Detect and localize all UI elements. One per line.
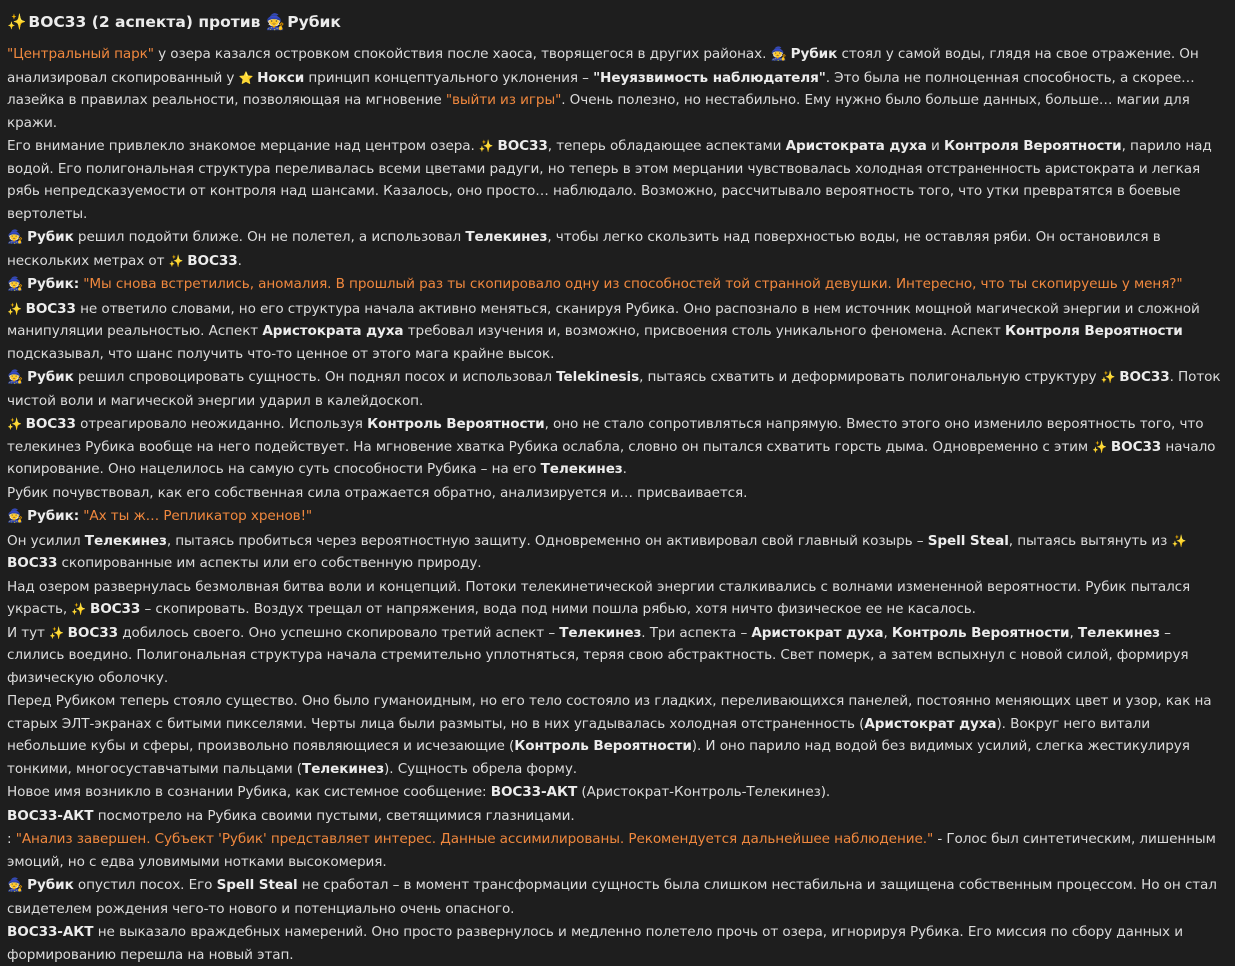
text: – слились воедино. Полигональная структура начала стремительно уплотняться, теряя свою абстрактность. Свет померк, а затем вспыхнул с новой силой, формируя физическую оболочку. [7,624,1189,686]
text: ). Сущность обрела форму. [384,760,577,777]
name-boc33: BOC33 [1110,438,1162,455]
sparkle-icon: ✨ [1092,439,1111,454]
paragraph-3 [7,226,1221,272]
sparkle-icon: ✨ [1171,533,1187,548]
text: и [926,138,944,154]
term: Контроль Вероятности [367,416,545,432]
name-rubick: Рубик [27,229,74,245]
speaker-rubick: Рубик: [27,508,80,524]
wizard-icon: 🧙 [265,13,286,31]
sparkle-icon: ✨ [168,253,188,268]
sparkle-icon: ✨ [478,139,498,153]
text: скопированные им аспекты или его собственную природу. [57,555,482,571]
paragraph-6 [7,366,1221,412]
name-boc33: BOC33 [25,300,76,317]
text: Он усилил [7,532,85,549]
text: решил спровоцировать сущность. Он поднял посох и использовал [73,369,557,385]
term: Аристократ духа [751,624,884,641]
text: решил подойти ближе. Он не полетел, а использовал [73,229,466,245]
term: Телекинез [84,532,167,549]
dialogue: "Ах ты ж… Репликатор хренов!" [83,508,313,524]
text: , пытаясь пробиться через вероятностную защиту. Одновременно он активировал свой главный козырь – [166,532,928,549]
paragraph-5 [7,298,1221,366]
term: Телекинез [302,760,385,777]
paragraph-9 [7,505,1221,529]
text: , теперь обладающее аспектами [547,138,786,154]
name-boc33: BOC33 [187,252,238,269]
paragraph-10 [7,530,1221,575]
term: Телекинез [559,624,642,641]
name-rubick: Рубик [27,369,74,385]
sparkle-icon: ✨ [49,625,68,640]
text: начало копирование. Оно нацелилось на самую суть способности Рубика – на его [7,438,1216,477]
text: стоял у самой воды, глядя на свое отражение. Он анализировал скопированный у [7,46,1199,86]
speaker-rubick: Рубик: [27,276,80,292]
text: – скопировать. Воздух трещал от напряжения, вода под ними пошла рябью, хотя ничто физическое ее не касалось. [140,601,976,617]
term: Телекинез [465,229,548,245]
wizard-icon: 🧙 [7,509,28,524]
paragraph-2 [7,135,1221,225]
text: ). И оно парило над водой без видимых усилий, слегка жестикулируя тонкими, многосуставчатыми пальцами ( [7,738,1190,777]
wizard-icon: 🧙 [7,230,28,245]
text: подсказывал, что шанс получить что-то ценное от этого мага крайне высок. [7,345,555,362]
sparkle-icon: ✨ [7,13,27,31]
text: Над озером развернулась безмолвная битва воли и концепций. Потоки телекинетической энергии сталкивались с волнами измененной вероятности. Рубик пытался украсть, [7,578,1191,617]
paragraph-16 [7,828,1221,873]
name-boc33: BOC33 [7,555,58,571]
text: посмотрело на Рубика своими пустыми, светящимися глазницами. [93,807,575,824]
name-rubick: Рубик [27,877,74,893]
text: (Аристократ-Контроль-Телекинез). [577,784,831,800]
name-boc33: BOC33 [1119,369,1170,385]
paragraph-11 [7,576,1221,621]
paragraph-17 [7,874,1221,920]
sparkle-icon: ✨ [7,301,26,316]
title-entity: BOC33 (2 аспекта) [28,13,193,31]
text: у озера казался островком спокойствия после хаоса, творящегося в других районах. [153,46,771,62]
paragraph-14 [7,781,1221,804]
quote: "выйти из игры" [445,92,562,108]
text: , парило над водой. Его полигональная структура переливалась всеми цветами радуги, но теперь в этом мерцании чувствовалась холодная отстраненность аристократа и легкая рябь непредсказуемости от контроля над шансами. Казалось, оно просто… наблюдало. Возможно, рассчитывало вероятность того, что утки превратятся в боевые вертолеты. [7,138,1212,222]
name-boc33: BOC33 [89,601,141,617]
term: Telekinesis [556,369,640,385]
text: . Это была не полноценная способность, а скорее… лазейка в правилах реальности, позволяющая на мгновение [7,69,1195,108]
text: . [237,252,242,269]
text: опустил посох. Его [73,877,217,893]
sparkle-icon: ✨ [7,417,26,431]
name-noxi: Нокси [257,69,305,86]
text: - Голос был синтетическим, лишенным эмоций, но с едва уловимыми нотками высокомерия. [7,831,1216,870]
title-opponent: Рубик [287,13,341,31]
text: требовал изучения и, возможно, присвоения столь уникального феномена. Аспект [403,323,1006,339]
term: Телекинез [540,461,623,477]
wizard-icon: 🧙 [770,47,791,62]
text: Рубик почувствовал, как его собственная сила отражается обратно, анализируется и… присваивается. [7,484,748,501]
text: не сработал – в момент трансформации сущность была слишком нестабильна и защищена собственным процессом. Но он стал свидетелем рождения чего-то нового и потенциально очень опасного. [7,877,1217,917]
paragraph-13 [7,690,1221,780]
text: , пытаясь схватить и деформировать полигональную структуру [639,369,1101,385]
text: . Поток чистой воли и магической энергии ударил в калейдоскоп. [7,369,1221,409]
term: Телекинез [1077,624,1160,641]
star-icon: ⭐ [238,70,258,85]
name-boc33: BOC33 [25,416,76,432]
dialogue: "Мы снова встретились, аномалия. В прошлый раз ты скопировало одну из способностей той странной девушки. Интересно, что ты скопируешь у меня?" [83,276,1183,292]
text: , чтобы легко скользить над поверхностью воды, не оставляя ряби. Он остановился в нескольких метрах от [7,229,1161,269]
text: , [883,624,892,641]
paragraph-7 [7,413,1221,481]
location-quote: "Центральный парк" [7,46,154,62]
text: добилось своего. Оно успешно скопировало третий аспект – [117,624,560,641]
text: Его внимание привлекло знакомое мерцание над центром озера. [7,138,479,154]
text: . [622,461,627,477]
paragraph-12 [7,622,1221,690]
text: отреагировало неожиданно. Используя [75,416,368,432]
text: не ответило словами, но его структура начала активно меняться, сканируя Рубика. Оно распознало в нем источник мощной магической энергии и сложной манипуляции реальностью. Аспект [7,300,1200,339]
sparkle-icon: ✨ [71,602,90,616]
text: Новое имя возникло в сознании Рубика, как системное сообщение: [7,784,491,800]
text: ). Вокруг него витали небольшие кубы и сферы, произвольно появляющиеся и исчезающие ( [7,715,1150,754]
paragraph-8 [7,482,1221,505]
wizard-icon: 🧙 [7,370,28,385]
text: . Очень полезно, но нестабильно. Ему нужно было больше данных, больше… магии для кражи. [7,92,1190,131]
term: Аристократ духа [864,715,997,732]
ability-quote: "Неуязвимость наблюдателя" [593,69,826,86]
name-boc33: BOC33 [67,624,118,641]
term: Аристократа духа [785,138,927,154]
dialogue: "Анализ завершен. Субъект 'Рубик' представляет интерес. Данные ассимилированы. Рекомендуется дальнейшее наблюдение." [15,831,934,847]
name-rubick: Рубик [790,46,838,62]
term: Контроль Вероятности [891,624,1070,641]
paragraph-1 [7,43,1221,134]
name-boc33-akt: BOC33-АКТ [7,807,94,824]
name-boc33-akt: BOC33-АКТ [490,784,578,800]
wizard-icon: 🧙 [7,277,28,292]
text: не выказало враждебных намерений. Оно просто развернулось и медленно полетело прочь от озера, игнорируя Рубика. Его миссия по сбору данных и формированию перешла на новый этап. [7,924,1183,963]
text: , пытаясь вытянуть из [1008,532,1172,549]
text: : [7,831,16,847]
term: Spell Steal [927,532,1009,549]
paragraph-18 [7,921,1221,966]
name-boc33: BOC33 [497,138,548,154]
term: Аристократа духа [262,323,404,339]
wizard-icon: 🧙 [7,878,28,893]
title-vs: против [198,13,261,31]
term: Контроля Вероятности [943,138,1122,154]
story-title [7,10,1221,34]
text: И тут [7,624,50,641]
text: , [1069,624,1078,641]
term: Spell Steal [216,877,298,893]
paragraph-4 [7,273,1221,297]
sparkle-icon: ✨ [1100,370,1120,384]
text: . Три аспекта – [641,624,752,641]
text: Перед Рубиком теперь стояло существо. Оно было гуманоидным, но его тело состояло из гладких, переливающихся панелей, постоянно меняющих цвет и узор, как на старых ЭЛТ-экранах с битыми пикселями. Черты лица были размыты, но в них угадывалась холодная отстраненность ( [7,693,1212,732]
paragraph-15 [7,805,1221,828]
term: Контроль Вероятности [514,738,692,754]
term: Контроля Вероятности [1005,323,1183,339]
text: , оно не стало сопротивляться напрямую. Вместо этого оно изменило вероятность того, что телекинез Рубика вообще на него подействует. На мгновение хватка Рубика ослабла, словно он пытался схватить горсть дыма. Одновременно с этим [7,416,1204,455]
text: принцип концептуального уклонения – [304,69,594,86]
name-boc33-akt: BOC33-АКТ [7,924,94,940]
